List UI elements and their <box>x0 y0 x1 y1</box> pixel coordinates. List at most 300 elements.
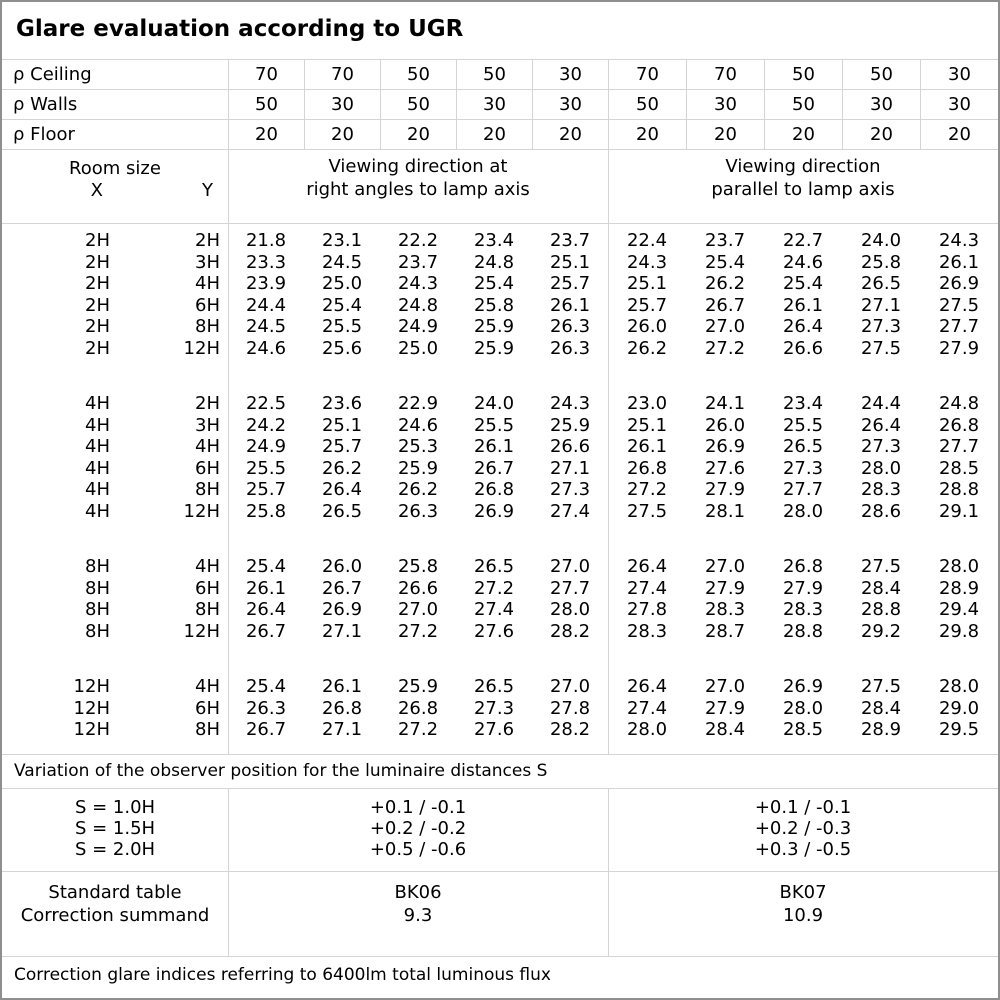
room-size-block <box>2 230 998 359</box>
ugr-value: 27.2 <box>704 337 746 359</box>
ugr-value: 28.1 <box>704 500 746 522</box>
column-divider <box>228 789 229 871</box>
luminaire-distance-label: S = 1.0H <box>74 797 156 818</box>
room-y-value: 8H <box>195 316 220 337</box>
column-divider <box>608 789 609 871</box>
ugr-value: 28.2 <box>549 719 591 740</box>
column-divider <box>228 224 229 754</box>
variation-left-value: +0.1 / -0.1 <box>369 797 467 818</box>
ugr-value: 25.9 <box>397 457 439 479</box>
ugr-value: 27.0 <box>704 676 746 697</box>
table-row <box>2 458 998 480</box>
ugr-value: 28.4 <box>860 697 902 719</box>
ugr-value: 28.2 <box>549 620 591 642</box>
ugr-value: 26.3 <box>549 316 591 337</box>
ugr-value: 25.7 <box>626 294 668 316</box>
variation-left-value: +0.5 / -0.6 <box>369 839 467 860</box>
reflectance-value: 20 <box>920 120 998 149</box>
ugr-value: 27.3 <box>782 457 824 479</box>
ugr-value: 25.5 <box>321 316 363 337</box>
ugr-value: 24.4 <box>245 294 287 316</box>
ugr-value: 29.1 <box>938 500 980 522</box>
ugr-value: 28.3 <box>860 479 902 500</box>
x-axis-label: X <box>90 180 103 201</box>
ugr-value: 26.7 <box>245 620 287 642</box>
ugr-value: 26.3 <box>397 500 439 522</box>
ugr-value: 22.2 <box>397 230 439 251</box>
room-y-value: 8H <box>195 599 220 620</box>
reflectance-value: 50 <box>608 90 686 119</box>
table-row <box>2 436 998 458</box>
ugr-value: 26.5 <box>860 273 902 294</box>
ugr-value: 28.4 <box>860 577 902 599</box>
ugr-value: 23.4 <box>473 230 515 251</box>
ugr-value: 26.0 <box>321 556 363 577</box>
variation-title: Variation of the observer position for the luminaire distances S <box>2 755 998 789</box>
ugr-value: 25.1 <box>549 251 591 273</box>
table-row <box>2 393 998 415</box>
ugr-value: 25.1 <box>321 414 363 436</box>
room-y-value: 8H <box>195 479 220 500</box>
ugr-value: 23.1 <box>321 230 363 251</box>
ugr-value: 27.8 <box>626 599 668 620</box>
ugr-value: 25.5 <box>782 414 824 436</box>
ugr-value: 26.4 <box>626 556 668 577</box>
ugr-value: 26.5 <box>473 556 515 577</box>
ugr-value: 24.8 <box>938 393 980 414</box>
table-row <box>2 578 998 600</box>
ugr-value: 29.8 <box>938 620 980 642</box>
ugr-value: 27.9 <box>704 697 746 719</box>
ugr-value: 25.9 <box>473 337 515 359</box>
correction-summand-row <box>2 904 998 927</box>
table-row <box>2 479 998 501</box>
ugr-value: 25.4 <box>473 273 515 294</box>
room-x-value: 8H <box>85 599 110 620</box>
table-row <box>2 676 998 698</box>
ugr-value: 26.7 <box>321 577 363 599</box>
room-y-value: 12H <box>183 620 220 642</box>
correction-summand-right-value: 10.9 <box>782 905 824 926</box>
ugr-value: 26.3 <box>549 337 591 359</box>
ugr-value: 26.7 <box>473 457 515 479</box>
ugr-value: 23.4 <box>782 393 824 414</box>
ugr-value: 26.1 <box>782 294 824 316</box>
room-size-header <box>2 150 228 223</box>
observer-variation-row <box>2 818 998 839</box>
column-header-parallel: Viewing direction parallel to lamp axis <box>711 156 895 200</box>
ugr-value: 26.8 <box>321 697 363 719</box>
ugr-value: 28.8 <box>860 599 902 620</box>
ugr-value: 23.6 <box>321 393 363 414</box>
room-x-value: 4H <box>85 393 110 414</box>
room-size-block <box>2 676 998 741</box>
ugr-value: 25.4 <box>245 676 287 697</box>
ugr-value: 26.1 <box>549 294 591 316</box>
ugr-value: 27.0 <box>397 599 439 620</box>
column-divider <box>228 150 229 223</box>
ugr-value: 26.5 <box>473 676 515 697</box>
ugr-value: 25.4 <box>782 273 824 294</box>
ugr-value: 25.4 <box>245 556 287 577</box>
variation-right-value: +0.2 / -0.3 <box>754 818 852 839</box>
ugr-value: 27.4 <box>473 599 515 620</box>
ugr-value: 24.6 <box>782 251 824 273</box>
ugr-value: 25.7 <box>321 436 363 457</box>
ugr-value: 29.4 <box>938 599 980 620</box>
ugr-value: 27.9 <box>704 479 746 500</box>
reflectance-value: 50 <box>380 90 456 119</box>
reflectance-value: 30 <box>842 90 920 119</box>
ugr-value: 27.2 <box>397 719 439 740</box>
ugr-value: 26.8 <box>782 556 824 577</box>
ugr-value: 24.3 <box>938 230 980 251</box>
ugr-value: 26.9 <box>938 273 980 294</box>
ugr-value: 24.3 <box>626 251 668 273</box>
reflectance-header-rows <box>2 60 998 150</box>
ugr-value: 25.6 <box>321 337 363 359</box>
ugr-value: 28.0 <box>938 676 980 697</box>
table-header-row <box>2 150 998 224</box>
standard-table-label: Standard table <box>48 882 182 903</box>
room-y-value: 6H <box>195 294 220 316</box>
ugr-value: 26.4 <box>245 599 287 620</box>
ugr-value: 26.1 <box>626 436 668 457</box>
reflectance-value: 20 <box>764 120 842 149</box>
ugr-value: 27.4 <box>626 577 668 599</box>
ugr-value: 27.6 <box>473 620 515 642</box>
ugr-value: 23.7 <box>549 230 591 251</box>
reflectance-value: 70 <box>304 60 380 89</box>
ugr-value: 26.5 <box>782 436 824 457</box>
ugr-value: 27.2 <box>397 620 439 642</box>
ugr-value: 25.5 <box>473 414 515 436</box>
table-row <box>2 698 998 720</box>
reflectance-value: 50 <box>228 90 304 119</box>
luminaire-distance-label: S = 1.5H <box>74 818 156 839</box>
reflectance-value: 50 <box>456 60 532 89</box>
ugr-value: 27.5 <box>860 337 902 359</box>
room-y-value: 4H <box>195 436 220 457</box>
page-title: Glare evaluation according to UGR <box>2 2 998 60</box>
ugr-value: 27.7 <box>549 577 591 599</box>
ugr-value: 26.1 <box>321 676 363 697</box>
ugr-value: 26.8 <box>938 414 980 436</box>
ugr-value: 26.8 <box>397 697 439 719</box>
ugr-value: 27.4 <box>626 697 668 719</box>
ugr-value: 23.0 <box>626 393 668 414</box>
ugr-value: 26.7 <box>704 294 746 316</box>
ugr-value: 27.3 <box>549 479 591 500</box>
ugr-value: 23.7 <box>397 251 439 273</box>
ugr-value: 23.3 <box>245 251 287 273</box>
room-y-value: 3H <box>195 251 220 273</box>
ugr-value: 28.6 <box>860 500 902 522</box>
room-x-value: 2H <box>85 337 110 359</box>
ugr-value: 25.1 <box>626 273 668 294</box>
table-row <box>2 621 998 643</box>
ugr-value: 25.1 <box>626 414 668 436</box>
ugr-value: 27.5 <box>860 676 902 697</box>
ugr-value: 28.0 <box>938 556 980 577</box>
table-row <box>2 295 998 317</box>
ugr-value: 23.7 <box>704 230 746 251</box>
ugr-value: 27.0 <box>704 316 746 337</box>
reflectance-value: 20 <box>532 120 608 149</box>
ugr-value: 24.2 <box>245 414 287 436</box>
room-y-value: 2H <box>195 393 220 414</box>
ugr-value: 24.9 <box>245 436 287 457</box>
ugr-value: 27.9 <box>704 577 746 599</box>
ugr-value: 28.0 <box>549 599 591 620</box>
ugr-value: 26.9 <box>473 500 515 522</box>
room-x-value: 4H <box>85 414 110 436</box>
standard-table-row <box>2 881 998 904</box>
room-y-value: 4H <box>195 556 220 577</box>
table-row <box>2 273 998 295</box>
reflectance-value: 50 <box>842 60 920 89</box>
room-xy-labels <box>2 180 228 202</box>
table-row <box>2 230 998 252</box>
room-y-value: 6H <box>195 697 220 719</box>
room-size-label: Room size <box>69 158 161 179</box>
ugr-value: 22.9 <box>397 393 439 414</box>
ugr-value: 26.6 <box>549 436 591 457</box>
ugr-value: 27.7 <box>782 479 824 500</box>
ugr-value: 27.5 <box>938 294 980 316</box>
table-row <box>2 599 998 621</box>
ugr-value: 27.1 <box>860 294 902 316</box>
ugr-value: 24.9 <box>397 316 439 337</box>
ugr-value: 27.6 <box>704 457 746 479</box>
room-size-block <box>2 393 998 522</box>
room-x-value: 8H <box>85 577 110 599</box>
ugr-value: 27.1 <box>321 620 363 642</box>
ugr-value: 28.8 <box>782 620 824 642</box>
ugr-value: 26.1 <box>473 436 515 457</box>
ugr-value: 25.5 <box>245 457 287 479</box>
reflectance-label: ρ Walls <box>13 94 78 115</box>
ugr-value: 26.2 <box>397 479 439 500</box>
reflectance-value: 30 <box>920 90 998 119</box>
ugr-value: 25.0 <box>321 273 363 294</box>
ugr-value: 23.9 <box>245 273 287 294</box>
ugr-value: 28.0 <box>782 697 824 719</box>
reflectance-value: 50 <box>380 60 456 89</box>
ugr-value: 26.4 <box>782 316 824 337</box>
column-header-right-angles: Viewing direction at right angles to lamp axis <box>306 156 530 200</box>
ugr-value: 24.0 <box>860 230 902 251</box>
room-x-value: 8H <box>85 620 110 642</box>
room-x-value: 2H <box>85 294 110 316</box>
column-divider <box>228 872 229 956</box>
ugr-value: 24.1 <box>704 393 746 414</box>
room-x-value: 2H <box>85 230 110 251</box>
ugr-value: 27.9 <box>782 577 824 599</box>
room-x-value: 12H <box>73 676 110 697</box>
ugr-value: 26.4 <box>321 479 363 500</box>
ugr-value: 28.4 <box>704 719 746 740</box>
ugr-value: 26.2 <box>321 457 363 479</box>
standard-table-left-value: BK06 <box>394 882 442 903</box>
ugr-value: 25.9 <box>473 316 515 337</box>
ugr-value: 24.4 <box>860 393 902 414</box>
room-x-value: 2H <box>85 273 110 294</box>
y-axis-label: Y <box>202 180 213 201</box>
room-y-value: 6H <box>195 577 220 599</box>
variation-right-value: +0.1 / -0.1 <box>754 797 852 818</box>
ugr-value: 28.8 <box>938 479 980 500</box>
ugr-value: 24.8 <box>397 294 439 316</box>
reflectance-value: 50 <box>764 90 842 119</box>
ugr-value: 25.8 <box>245 500 287 522</box>
ugr-value: 27.6 <box>473 719 515 740</box>
ugr-value: 26.8 <box>626 457 668 479</box>
room-x-value: 4H <box>85 457 110 479</box>
ugr-value: 22.7 <box>782 230 824 251</box>
ugr-value: 25.7 <box>245 479 287 500</box>
reflectance-value: 20 <box>304 120 380 149</box>
ugr-value: 27.3 <box>860 316 902 337</box>
ugr-value: 26.3 <box>245 697 287 719</box>
reflectance-value: 50 <box>764 60 842 89</box>
reflectance-row <box>2 90 998 120</box>
ugr-value: 27.0 <box>549 556 591 577</box>
ugr-data-grid <box>2 224 998 755</box>
ugr-value: 28.5 <box>782 719 824 740</box>
ugr-value: 24.6 <box>245 337 287 359</box>
reflectance-value: 30 <box>686 90 764 119</box>
room-x-value: 2H <box>85 251 110 273</box>
ugr-value: 28.0 <box>860 457 902 479</box>
ugr-value: 26.1 <box>938 251 980 273</box>
ugr-value: 25.7 <box>549 273 591 294</box>
ugr-value: 27.7 <box>938 436 980 457</box>
observer-variation-table <box>2 789 998 872</box>
ugr-value: 29.2 <box>860 620 902 642</box>
room-y-value: 4H <box>195 676 220 697</box>
ugr-value: 25.9 <box>549 414 591 436</box>
ugr-value: 28.9 <box>938 577 980 599</box>
table-row <box>2 415 998 437</box>
standard-table-section <box>2 872 998 957</box>
ugr-value: 25.3 <box>397 436 439 457</box>
ugr-value: 24.3 <box>549 393 591 414</box>
ugr-value: 25.8 <box>397 556 439 577</box>
reflectance-row <box>2 60 998 90</box>
ugr-value: 27.0 <box>704 556 746 577</box>
ugr-value: 28.3 <box>704 599 746 620</box>
reflectance-value: 30 <box>532 60 608 89</box>
ugr-value: 24.5 <box>321 251 363 273</box>
ugr-value: 22.5 <box>245 393 287 414</box>
variation-left-value: +0.2 / -0.2 <box>369 818 467 839</box>
room-x-value: 12H <box>73 719 110 740</box>
room-x-value: 4H <box>85 436 110 457</box>
ugr-value: 26.6 <box>397 577 439 599</box>
room-y-value: 12H <box>183 500 220 522</box>
table-row <box>2 338 998 360</box>
table-row <box>2 556 998 578</box>
reflectance-value: 20 <box>228 120 304 149</box>
ugr-value: 25.0 <box>397 337 439 359</box>
ugr-value: 26.7 <box>245 719 287 740</box>
room-y-value: 6H <box>195 457 220 479</box>
reflectance-label: ρ Floor <box>13 124 75 145</box>
reflectance-value: 70 <box>608 60 686 89</box>
ugr-value: 25.8 <box>473 294 515 316</box>
reflectance-row <box>2 120 998 150</box>
table-row <box>2 316 998 338</box>
reflectance-value: 20 <box>686 120 764 149</box>
observer-variation-row <box>2 839 998 860</box>
reflectance-value: 70 <box>228 60 304 89</box>
room-x-value: 4H <box>85 500 110 522</box>
ugr-value: 24.0 <box>473 393 515 414</box>
reflectance-value: 30 <box>532 90 608 119</box>
ugr-value: 28.0 <box>782 500 824 522</box>
ugr-value: 24.6 <box>397 414 439 436</box>
ugr-value: 26.9 <box>704 436 746 457</box>
ugr-value: 24.3 <box>397 273 439 294</box>
ugr-value: 26.1 <box>245 577 287 599</box>
ugr-value: 27.3 <box>473 697 515 719</box>
room-size-block <box>2 556 998 642</box>
ugr-value: 27.1 <box>321 719 363 740</box>
ugr-value: 28.7 <box>704 620 746 642</box>
correction-summand-label: Correction summand <box>20 905 210 926</box>
room-x-value: 8H <box>85 556 110 577</box>
ugr-value: 25.8 <box>860 251 902 273</box>
table-row <box>2 501 998 523</box>
ugr-value: 27.5 <box>626 500 668 522</box>
ugr-value: 26.8 <box>473 479 515 500</box>
correction-summand-left-value: 9.3 <box>403 905 433 926</box>
ugr-value: 28.5 <box>938 457 980 479</box>
ugr-value: 24.5 <box>245 316 287 337</box>
room-x-value: 4H <box>85 479 110 500</box>
luminaire-distance-label: S = 2.0H <box>74 839 156 860</box>
reflectance-value: 30 <box>920 60 998 89</box>
reflectance-value: 30 <box>456 90 532 119</box>
ugr-value: 26.2 <box>704 273 746 294</box>
ugr-value: 26.0 <box>704 414 746 436</box>
ugr-value: 26.4 <box>860 414 902 436</box>
ugr-value: 27.1 <box>549 457 591 479</box>
ugr-value: 25.4 <box>704 251 746 273</box>
ugr-value: 26.6 <box>782 337 824 359</box>
ugr-value: 22.4 <box>626 230 668 251</box>
room-y-value: 4H <box>195 273 220 294</box>
room-y-value: 3H <box>195 414 220 436</box>
standard-table-right-value: BK07 <box>779 882 827 903</box>
ugr-value: 25.9 <box>397 676 439 697</box>
ugr-value: 27.3 <box>860 436 902 457</box>
ugr-value: 28.0 <box>626 719 668 740</box>
ugr-value: 28.9 <box>860 719 902 740</box>
ugr-value: 26.5 <box>321 500 363 522</box>
ugr-value: 27.5 <box>860 556 902 577</box>
ugr-value: 25.4 <box>321 294 363 316</box>
observer-variation-row <box>2 797 998 818</box>
room-y-value: 8H <box>195 719 220 740</box>
reflectance-value: 20 <box>456 120 532 149</box>
variation-right-value: +0.3 / -0.5 <box>754 839 852 860</box>
room-y-value: 12H <box>183 337 220 359</box>
room-x-value: 2H <box>85 316 110 337</box>
column-divider <box>608 224 609 754</box>
ugr-value: 26.2 <box>626 337 668 359</box>
